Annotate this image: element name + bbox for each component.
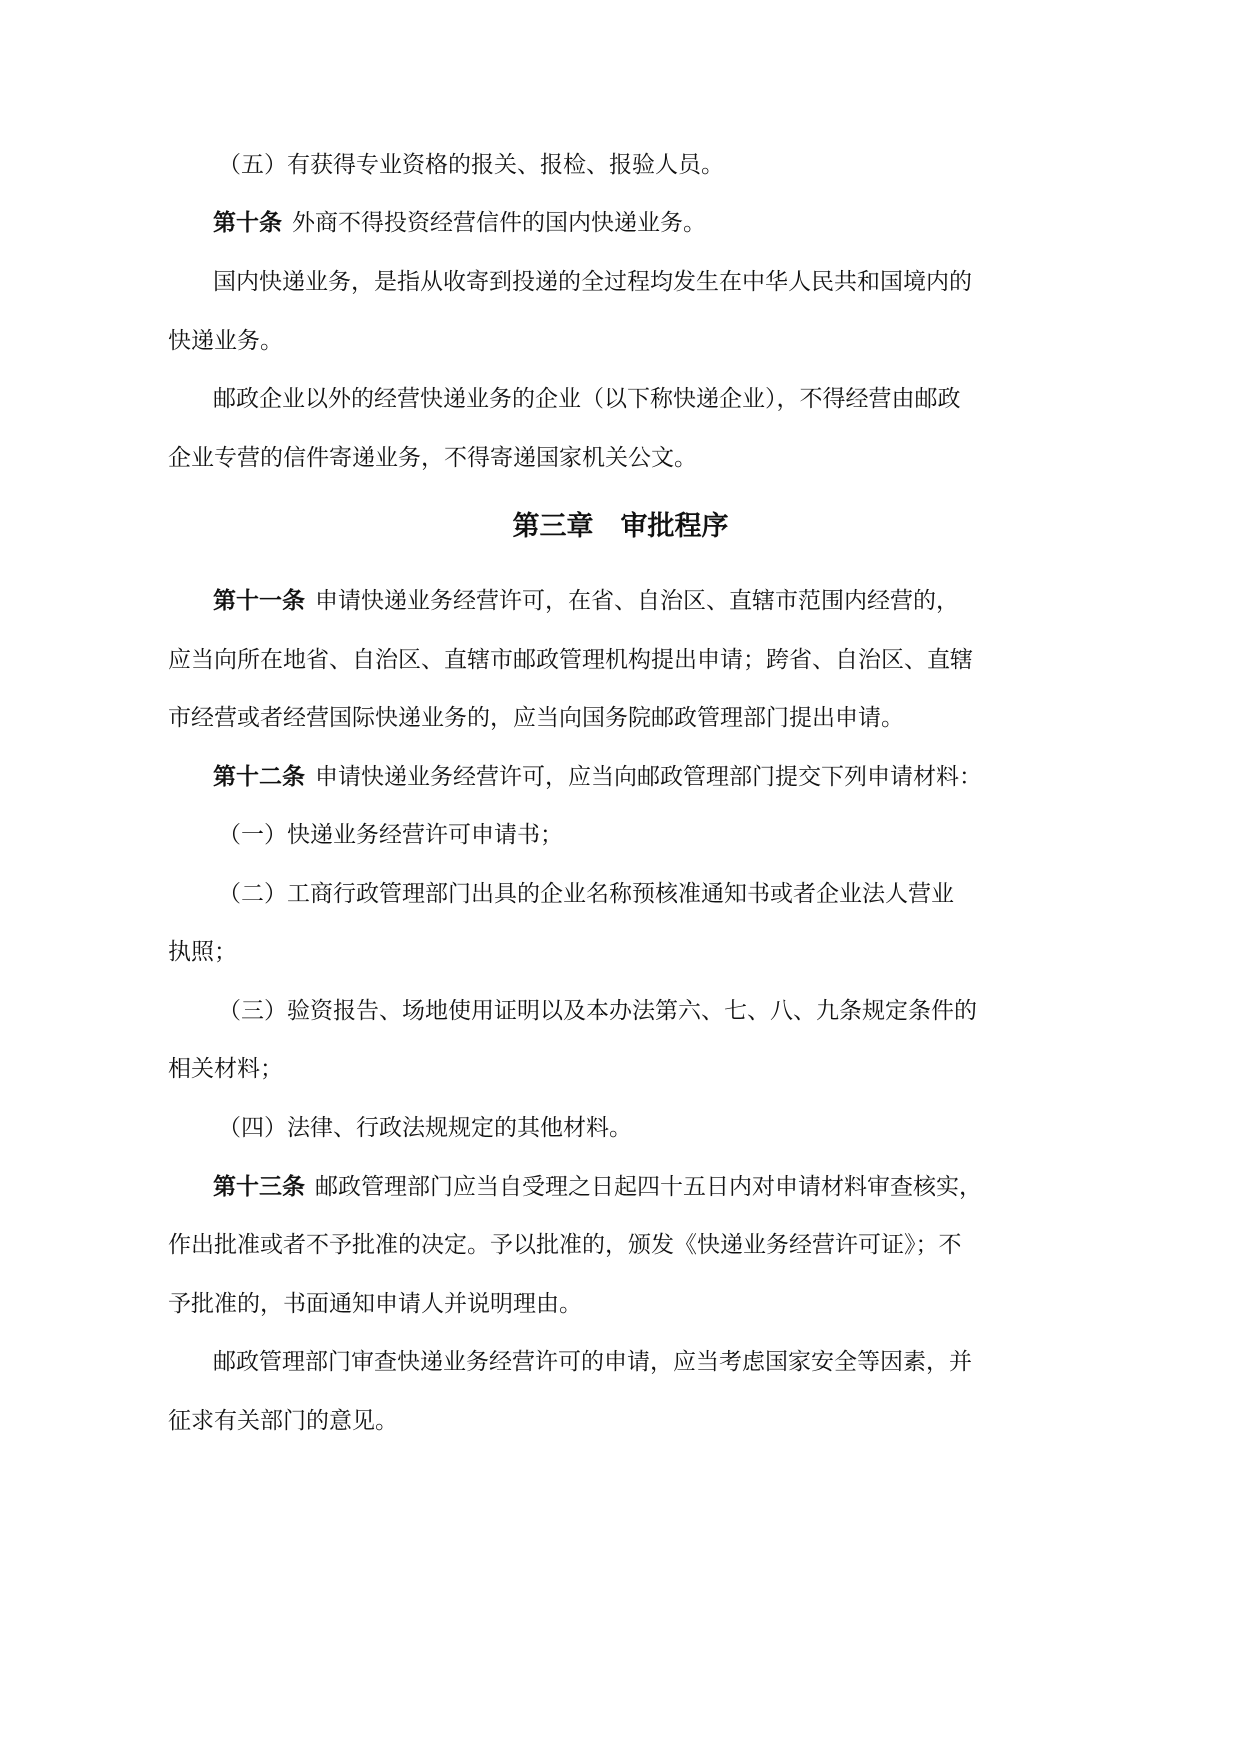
paragraph-domestic-express-cont [0,321,1241,361]
paragraph-line: 企业专营的信件寄递业务，不得寄递国家机关公文。 [168,445,697,471]
article-12 [0,757,1241,797]
paragraph-line: 邮政企业以外的经营快递业务的企业（以下称快递企业），不得经营由邮政 [213,386,961,412]
list-item-3-cont [0,1049,1241,1089]
paragraph-text: （一）快递业务经营许可申请书； [218,822,563,848]
paragraph-line: 邮政管理部门审查快递业务经营许可的申请，应当考虑国家安全等因素，并 [213,1349,972,1375]
chapter-title: 第三章 审批程序 [512,511,729,542]
paragraph-review-cont [0,1401,1241,1441]
article-13 [0,1167,1241,1207]
paragraph-line: 征求有关部门的意见。 [168,1408,398,1434]
list-item-2-cont [0,932,1241,972]
paragraph-line: 作出批准或者不予批准的决定。予以批准的，颁发《快递业务经营许可证》；不 [168,1232,962,1258]
paragraph-text: （五）有获得专业资格的报关、报检、报验人员。 [218,152,724,178]
paragraph-domestic-express [0,262,1241,302]
paragraph-line: 快递业务。 [168,328,283,354]
paragraph-line: （二）工商行政管理部门出具的企业名称预核准通知书或者企业法人营业 [218,881,954,907]
paragraph-line: 予批准的，书面通知申请人并说明理由。 [168,1291,582,1317]
article-text: 外商不得投资经营信件的国内快递业务。 [292,210,706,236]
article-label: 第十一条 [213,588,305,614]
article-11 [0,581,1241,621]
paragraph-item-5 [0,145,1241,185]
list-item-2 [0,874,1241,914]
paragraph-line: 国内快递业务，是指从收寄到投递的全过程均发生在中华人民共和国境内的 [213,269,972,295]
article-label: 第十三条 [213,1174,305,1200]
paragraph-line: 市经营或者经营国际快递业务的，应当向国务院邮政管理部门提出申请。 [168,705,904,731]
article-11-cont [0,698,1241,738]
paragraph-line: （三）验资报告、场地使用证明以及本办法第六、七、八、九条规定条件的 [218,998,977,1024]
article-label: 第十二条 [213,764,305,790]
paragraph-text: （四）法律、行政法规规定的其他材料。 [218,1115,632,1141]
paragraph-express-enterprise [0,379,1241,419]
article-13-cont [0,1284,1241,1324]
paragraph-review [0,1342,1241,1382]
paragraph-line: 应当向所在地省、自治区、直辖市邮政管理机构提出申请；跨省、自治区、直辖 [168,647,973,673]
list-item-3 [0,991,1241,1031]
article-10 [0,203,1241,243]
paragraph-express-enterprise-cont [0,438,1241,478]
article-text: 申请快递业务经营许可，应当向邮政管理部门提交下列申请材料： [315,764,982,790]
article-text: 申请快递业务经营许可，在省、自治区、直辖市范围内经营的， [315,588,959,614]
list-item-1 [0,815,1241,855]
paragraph-line: 相关材料； [168,1056,283,1082]
article-text: 邮政管理部门应当自受理之日起四十五日内对申请材料审查核实， [315,1174,982,1200]
article-13-cont [0,1225,1241,1265]
article-label: 第十条 [213,210,282,236]
paragraph-line: 执照； [168,939,237,965]
list-item-4 [0,1108,1241,1148]
article-11-cont [0,640,1241,680]
